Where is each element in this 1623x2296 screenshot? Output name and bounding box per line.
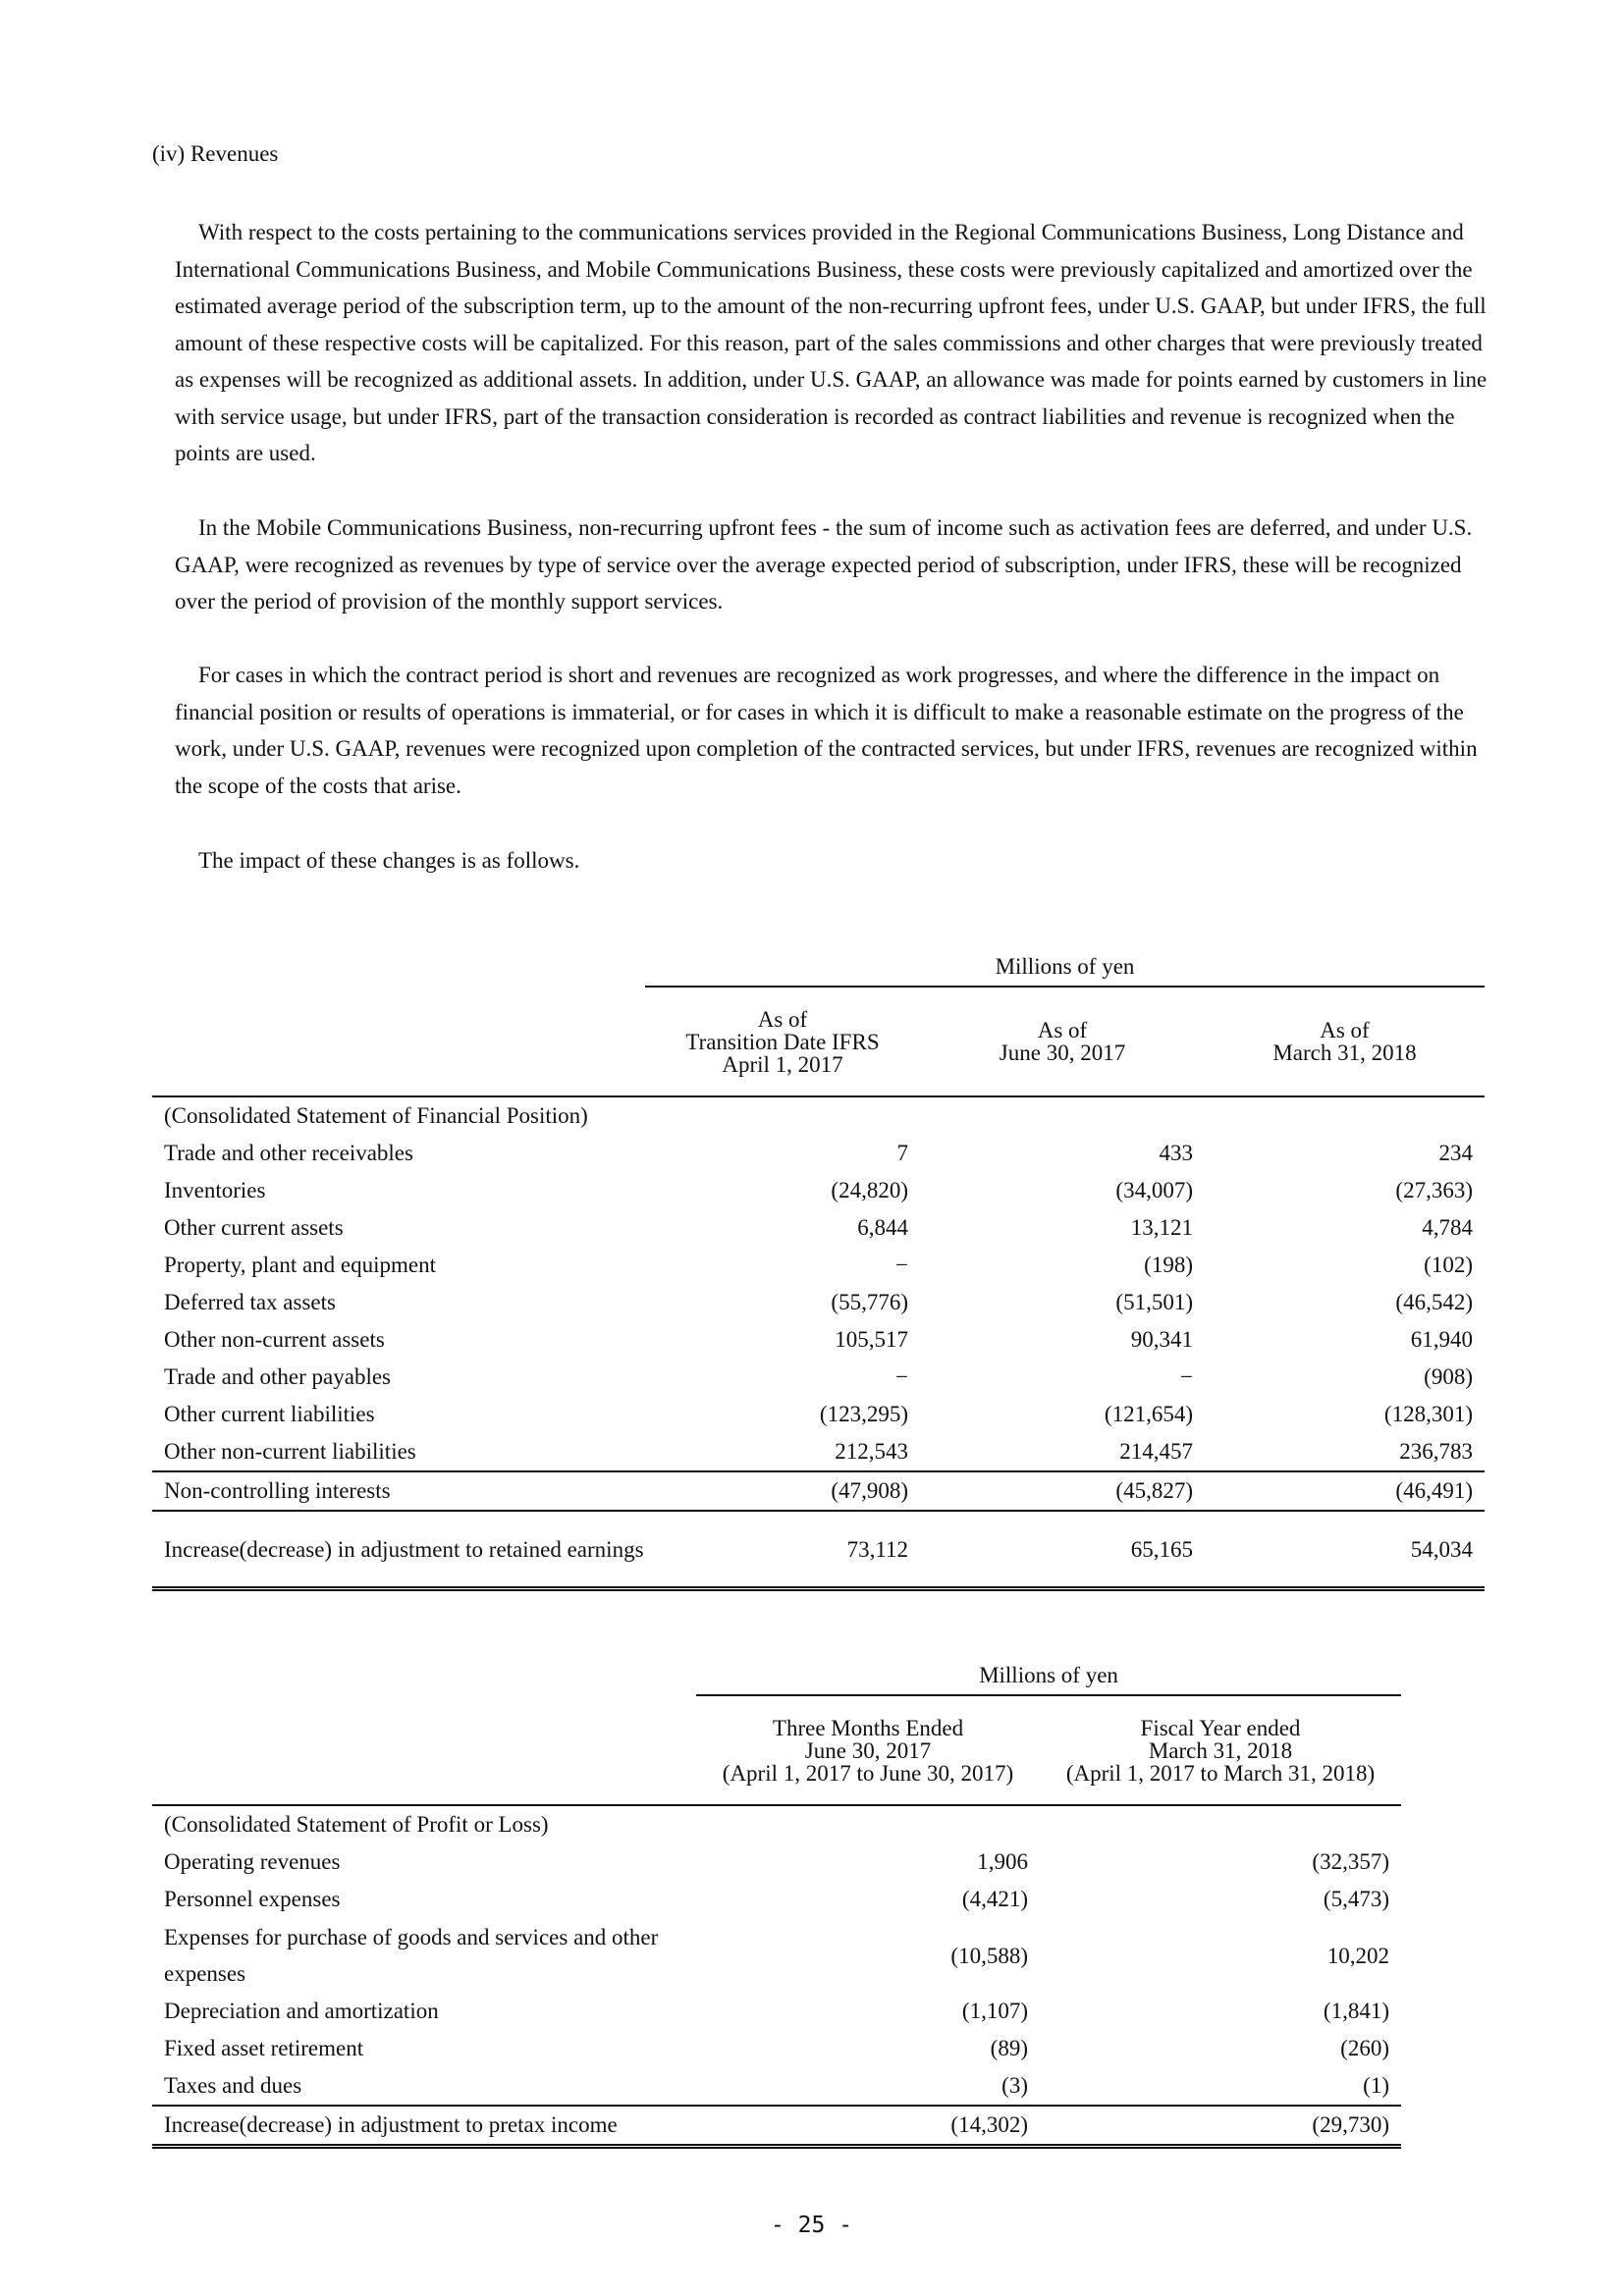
paragraph-contract-period: For cases in which the contract period is short and revenues are recognized as work progresses, and where the difference in the impact on financial position or results of operations is immaterial, or for cases in which it is difficult to make a reasonable estimate on the progress of the work, under U.S. GAAP, revenues were recognized upon completion of the contracted services, but under IFRS, revenues are recognized within the scope of the costs that arise. [175,663,1478,798]
column-header: As of March 31, 2018 [1205,987,1485,1096]
table-row: Trade and other payables − − (908) [164,1364,1473,1389]
profit-loss-table [152,1657,1401,2149]
table-row: Personnel expenses (4,421) (5,473) [164,1887,1389,1911]
paragraph-impact-intro: The impact of these changes is as follows. [198,848,580,873]
column-header: Three Months Ended June 30, 2017 (April 1, 2017 to June 30, 2017) [696,1695,1040,1805]
table-row: Other current liabilities (123,295) (121,654) (128,301) [164,1402,1473,1426]
table-total-row: Increase(decrease) in adjustment to retained earnings 73,112 65,165 54,034 [152,1511,1485,1589]
table-row: Other non-current liabilities 212,543 214,457 236,783 [164,1439,1473,1464]
table-row: Non-controlling interests (47,908) (45,827) (46,491) [152,1471,1485,1511]
table-row: Fixed asset retirement (89) (260) [164,2036,1389,2060]
financial-position-table [152,948,1485,1591]
table-row: Other current assets 6,844 13,121 4,784 [164,1215,1473,1240]
table-row: Expenses for purchase of goods and services and other expenses (10,588) 10,202 [164,1925,1389,1986]
table-row: Inventories (24,820) (34,007) (27,363) [164,1178,1473,1202]
table-row: Property, plant and equipment − (198) (102) [164,1253,1473,1277]
unit-label: Millions of yen [696,1657,1401,1695]
paragraph-costs: With respect to the costs pertaining to the communications services provided in the Regional Communications Business, Long Distance and International Communications Business, and Mobile Communications Business, these costs were previously capitalized and amortized over the estimated average period of the subscription term, up to the amount of the non-recurring upfront fees, under U.S. GAAP, but under IFRS, the full amount of these respective costs will be capitalized. For this reason, part of the sales commissions and other charges that were previously treated as expenses will be recognized as additional assets. In addition, under U.S. GAAP, an allowance was made for points earned by customers in line with service usage, but under IFRS, part of the transaction consideration is recorded as contract liabilities and revenue is recognized when the points are used. [175,220,1488,465]
table-section-label: (Consolidated Statement of Profit or Loss) [164,1812,549,1837]
table-row: Depreciation and amortization (1,107) (1,841) [164,1999,1389,2023]
table-row: Trade and other receivables 7 433 234 [164,1141,1473,1165]
table-row: Deferred tax assets (55,776) (51,501) (46,542) [164,1290,1473,1314]
table-total-row: Increase(decrease) in adjustment to pretax income (14,302) (29,730) [152,2106,1401,2147]
table-section-label: (Consolidated Statement of Financial Position) [164,1103,588,1128]
table-row: Operating revenues 1,906 (32,357) [164,1849,1389,1874]
table-row: Other non-current assets 105,517 90,341 61,940 [164,1327,1473,1352]
section-heading: (iv) Revenues [152,141,279,166]
page-number: - 25 - [770,2213,853,2238]
paragraph-upfront-fees: In the Mobile Communications Business, non-recurring upfront fees - the sum of income such as activation fees are deferred, and under U.S. GAAP, were recognized as revenues by type of service over the average expected period of subscription, under IFRS, these will be recognized over the period of provision of the monthly support services. [175,515,1473,614]
column-header: As of Transition Date IFRS April 1, 2017 [645,987,920,1096]
column-header: As of June 30, 2017 [920,987,1205,1096]
unit-label: Millions of yen [645,948,1485,987]
table-row: Taxes and dues (3) (1) [164,2073,1389,2098]
column-header: Fiscal Year ended March 31, 2018 (April 1, 2017 to March 31, 2018) [1040,1695,1401,1805]
